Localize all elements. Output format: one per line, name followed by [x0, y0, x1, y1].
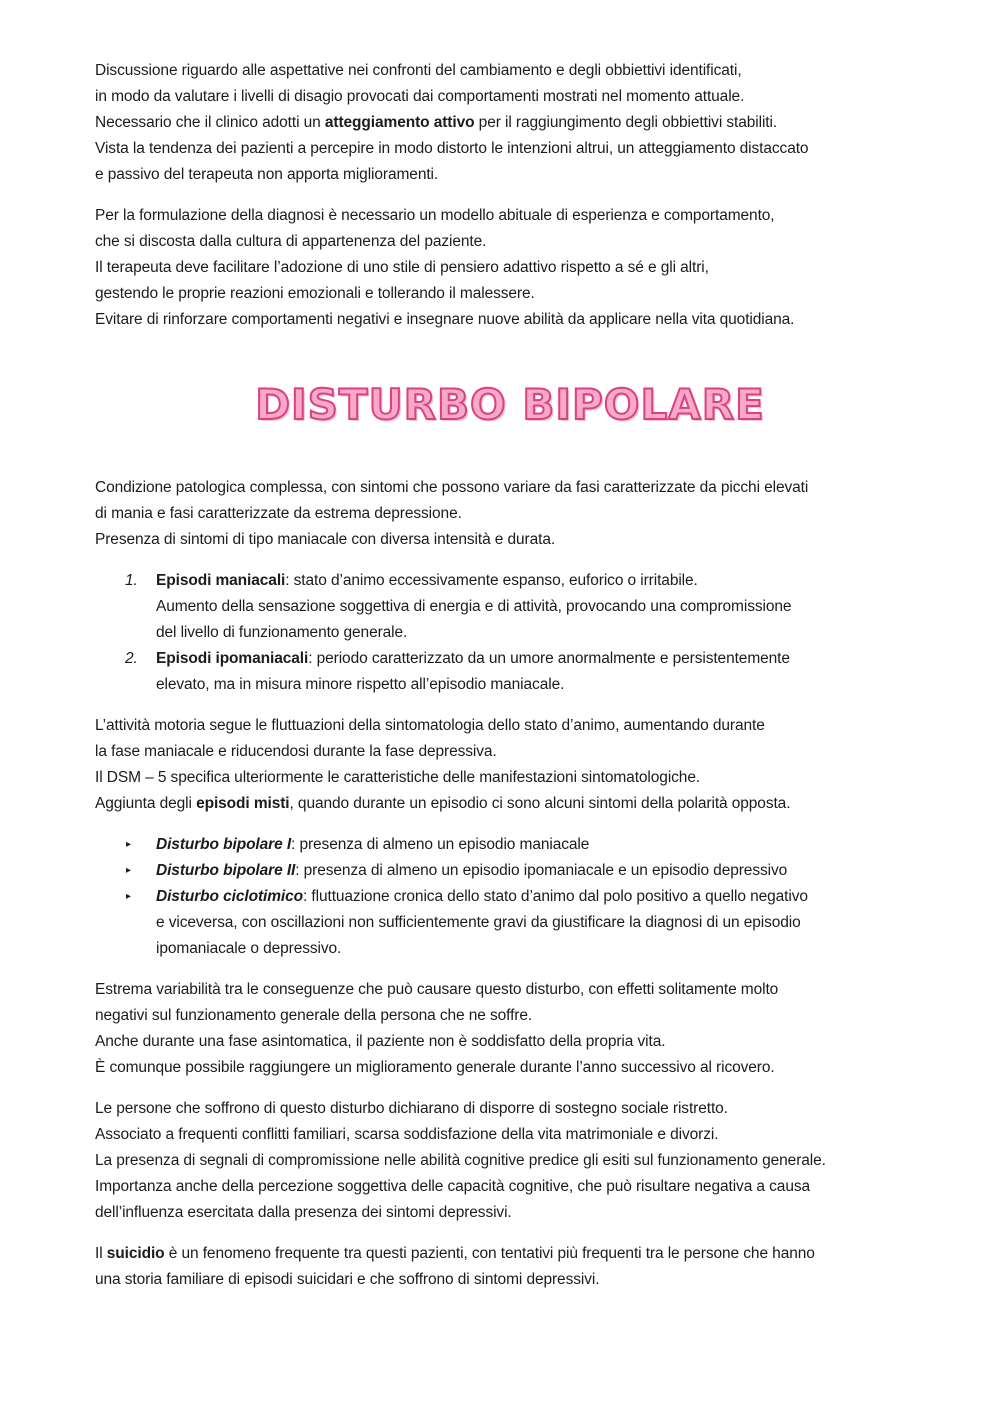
text-line: È comunque possibile raggiungere un miglioramento generale durante l’anno successivo al ricovero. [95, 1059, 775, 1076]
text-line: Associato a frequenti conflitti familiari, scarsa soddisfazione della vita matrimoniale e divorzi. [95, 1126, 719, 1143]
text-line: Il suicidio è un fenomeno frequente tra questi pazienti, con tentativi più frequenti tra le persone che hanno [95, 1245, 815, 1262]
text-line: Il DSM – 5 specifica ulteriormente le caratteristiche delle manifestazioni sintomatologiche. [95, 769, 701, 786]
triangle-bullet-icon: ▸ [126, 891, 131, 902]
paragraph [95, 58, 925, 188]
text-line: Disturbo bipolare II: presenza di almeno un episodio ipomaniacale e un episodio depressivo [156, 862, 788, 879]
text-line: Anche durante una fase asintomatica, il paziente non è soddisfatto della propria vita. [95, 1033, 666, 1050]
text-line: gestendo le proprie reazioni emozionali e tollerando il malessere. [95, 285, 535, 302]
text-line: Necessario che il clinico adotti un atteggiamento attivo per il raggiungimento degli obbiettivi stabiliti. [95, 114, 778, 131]
list-item [95, 568, 925, 646]
text-line: negativi sul funzionamento generale della persona che ne soffre. [95, 1007, 533, 1024]
text-line: dell’influenza esercitata dalla presenza dei sintomi depressivi. [95, 1204, 512, 1221]
text-line: Estrema variabilità tra le conseguenze che può causare questo disturbo, con effetti solitamente molto [95, 981, 779, 998]
list-item [95, 832, 925, 858]
bold-italic-term: Disturbo ciclotimico [156, 888, 303, 905]
text-line: la fase maniacale e riducendosi durante la fase depressiva. [95, 743, 497, 760]
text-line: Condizione patologica complessa, con sintomi che possono variare da fasi caratterizzate da picchi elevati [95, 479, 809, 496]
text-line: Importanza anche della percezione soggettiva delle capacità cognitive, che può risultare negativa a causa [95, 1178, 811, 1195]
text-line: e viceversa, con oscillazioni non sufficientemente gravi da giustificare la diagnosi di un episodio [156, 914, 801, 931]
text-line: Evitare di rinforzare comportamenti negativi e insegnare nuove abilità da applicare nella vita quotidiana. [95, 311, 795, 328]
text-line: L’attività motoria segue le fluttuazioni della sintomatologia dello stato d’animo, aumentando durante [95, 717, 765, 734]
text-line: del livello di funzionamento generale. [156, 624, 408, 641]
bold-term: Episodi ipomaniacali [156, 650, 309, 667]
text-line: Vista la tendenza dei pazienti a percepire in modo distorto le intenzioni altrui, un atteggiamento distaccato [95, 140, 809, 157]
text-line: La presenza di segnali di compromissione nelle abilità cognitive predice gli esiti sul funzionamento generale. [95, 1152, 826, 1169]
list-number: 2. [125, 650, 138, 667]
text-line: Episodi ipomaniacali: periodo caratterizzato da un umore anormalmente e persistentemente [156, 650, 790, 667]
bold-italic-term: Disturbo bipolare I [156, 836, 292, 853]
text-line: una storia familiare di episodi suicidari e che soffrono di sintomi depressivi. [95, 1271, 600, 1288]
text-line: di mania e fasi caratterizzate da estrema depressione. [95, 505, 462, 522]
bold-term: atteggiamento attivo [324, 114, 475, 131]
text-line: Discussione riguardo alle aspettative nei confronti del cambiamento e degli obbiettivi identificati, [95, 62, 742, 79]
text-line: Il terapeuta deve facilitare l’adozione di uno stile di pensiero adattivo rispetto a sé e gli altri, [95, 259, 709, 276]
paragraph [95, 1241, 925, 1293]
text-line: Disturbo bipolare I: presenza di almeno un episodio maniacale [156, 836, 590, 853]
paragraph [95, 713, 925, 817]
text-line: e passivo del terapeuta non apporta miglioramenti. [95, 166, 439, 183]
paragraph [95, 977, 925, 1081]
numbered-list [95, 568, 925, 698]
paragraph [95, 1096, 925, 1226]
bold-term: episodi misti [196, 795, 290, 812]
list-item [95, 646, 925, 698]
bold-italic-term: Disturbo bipolare II [156, 862, 296, 879]
section-title: DISTURBO BIPOLARE [255, 380, 765, 429]
text-line: Disturbo ciclotimico: fluttuazione cronica dello stato d’animo dal polo positivo a quello negativo [156, 888, 808, 905]
text-line: Presenza di sintomi di tipo maniacale con diversa intensità e durata. [95, 531, 556, 548]
list-number: 1. [125, 572, 138, 589]
text-line: in modo da valutare i livelli di disagio provocati dai comportamenti mostrati nel momento attuale. [95, 88, 745, 105]
text-line: Aggiunta degli episodi misti, quando durante un episodio ci sono alcuni sintomi della polarità opposta. [95, 795, 791, 812]
text-line: elevato, ma in misura minore rispetto all’episodio maniacale. [156, 676, 565, 693]
section-heading-wrap [95, 375, 925, 435]
text-line: ipomaniacale o depressivo. [156, 940, 342, 957]
paragraph [95, 475, 925, 553]
text-line: Le persone che soffrono di questo disturbo dichiarano di disporre di sostegno sociale ristretto. [95, 1100, 728, 1117]
paragraph [95, 203, 925, 333]
text-line: Episodi maniacali: stato d’animo eccessivamente espanso, euforico o irritabile. [156, 572, 698, 589]
bullet-list [95, 832, 925, 962]
bold-term: Episodi maniacali [156, 572, 286, 589]
list-item [95, 884, 925, 962]
document-page [95, 58, 925, 1308]
list-item [95, 858, 925, 884]
triangle-bullet-icon: ▸ [126, 839, 131, 850]
triangle-bullet-icon: ▸ [126, 865, 131, 876]
bold-term: suicidio [106, 1245, 165, 1262]
text-line: che si discosta dalla cultura di appartenenza del paziente. [95, 233, 487, 250]
text-line: Per la formulazione della diagnosi è necessario un modello abituale di esperienza e comportamento, [95, 207, 775, 224]
text-line: Aumento della sensazione soggettiva di energia e di attività, provocando una compromissione [156, 598, 792, 615]
